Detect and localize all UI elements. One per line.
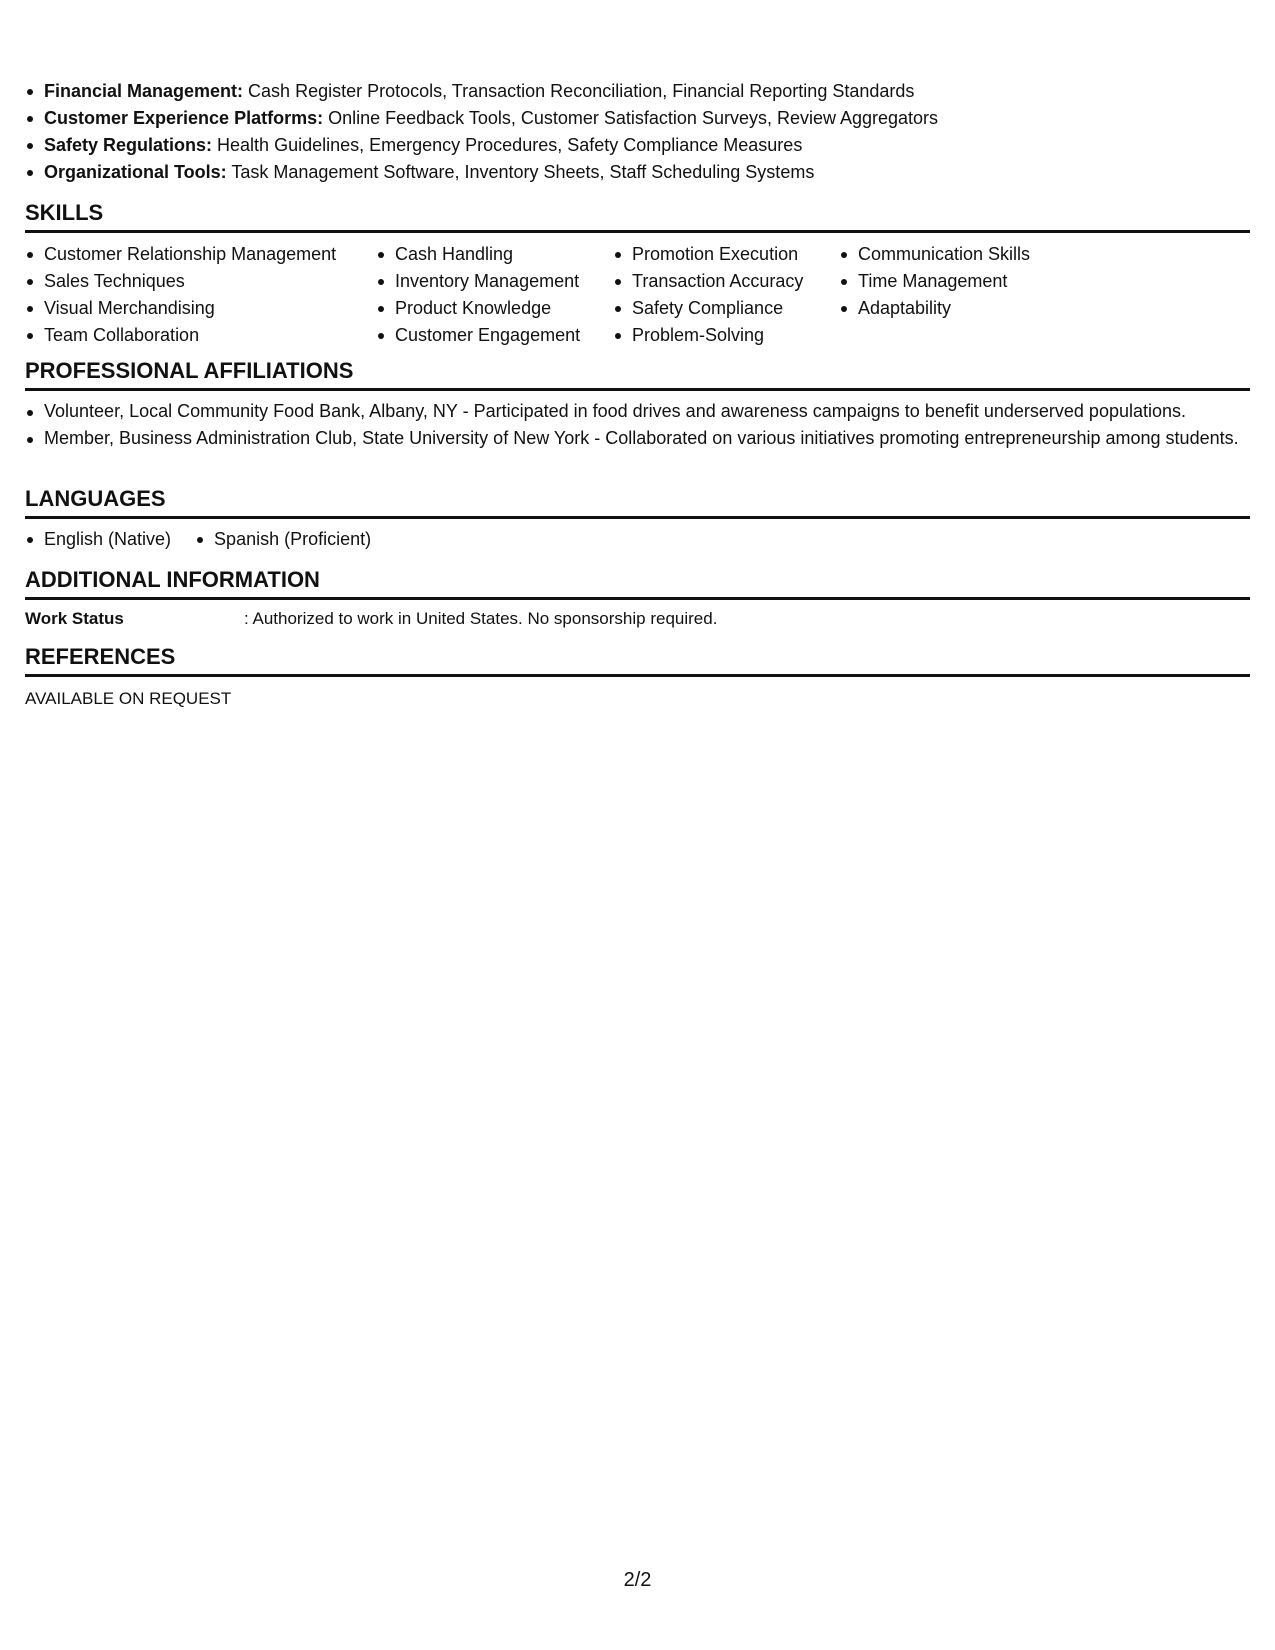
item-text: Health Guidelines, Emergency Procedures, Safety Compliance Measures [212,135,803,155]
languages-list [25,526,1250,553]
skills-column [613,241,839,349]
item-text: Online Feedback Tools, Customer Satisfaction Surveys, Review Aggregators [323,108,939,128]
affiliations-section [25,358,1250,453]
skills-column [376,241,613,349]
work-status-value: : Authorized to work in United States. No sponsorship required. [244,609,718,628]
skill-item: Time Management [839,268,1139,295]
languages-section [25,486,1250,553]
item-text: Cash Register Protocols, Transaction Reconciliation, Financial Reporting Standards [243,81,915,101]
skill-item: Cash Handling [376,241,613,268]
skills-column [25,241,376,349]
section-heading: LANGUAGES [25,486,1250,519]
skill-item: Problem-Solving [613,322,839,349]
section-heading: ADDITIONAL INFORMATION [25,567,1250,600]
page-number: 2/2 [623,1569,652,1591]
work-status-label: Work Status [25,609,124,628]
skill-item: Safety Compliance [613,295,839,322]
skill-item: Customer Engagement [376,322,613,349]
references-text: AVAILABLE ON REQUEST [25,689,232,708]
skill-item: Communication Skills [839,241,1139,268]
section-heading: SKILLS [25,200,1250,233]
item-label: Customer Experience Platforms: [44,108,324,128]
references-section [25,644,1250,711]
additional-info-section [25,567,1250,631]
item-text: Task Management Software, Inventory Sheets, Staff Scheduling Systems [226,162,815,182]
skill-item: Sales Techniques [25,268,376,295]
work-status-row [25,607,1250,631]
skill-item: Transaction Accuracy [613,268,839,295]
skill-item: Product Knowledge [376,295,613,322]
list-item [25,159,1250,186]
affiliation-item: Volunteer, Local Community Food Bank, Albany, NY - Participated in food drives and awareness campaigns to benefit underserved populations. [25,399,1250,424]
skill-item: Team Collaboration [25,322,376,349]
skill-item: Inventory Management [376,268,613,295]
language-item: Spanish (Proficient) [195,526,371,553]
skills-section [25,200,1250,349]
skill-item: Visual Merchandising [25,295,376,322]
item-label: Organizational Tools: [44,162,227,182]
item-label: Safety Regulations: [44,135,213,155]
list-item [25,78,1250,105]
affiliation-item: Member, Business Administration Club, State University of New York - Collaborated on various initiatives promoting entrepreneurship among students. [25,426,1250,451]
skill-item: Customer Relationship Management [25,241,376,268]
technical-tools-list [25,78,1250,186]
section-heading: REFERENCES [25,644,1250,677]
list-item [25,132,1250,159]
affiliations-list [25,399,1250,451]
language-item: English (Native) [25,526,171,553]
list-item [25,105,1250,132]
skill-item: Promotion Execution [613,241,839,268]
section-heading: PROFESSIONAL AFFILIATIONS [25,358,1250,391]
skills-grid [25,241,1250,349]
item-label: Financial Management: [44,81,244,101]
skills-column [839,241,1139,349]
skill-item: Adaptability [839,295,1139,322]
